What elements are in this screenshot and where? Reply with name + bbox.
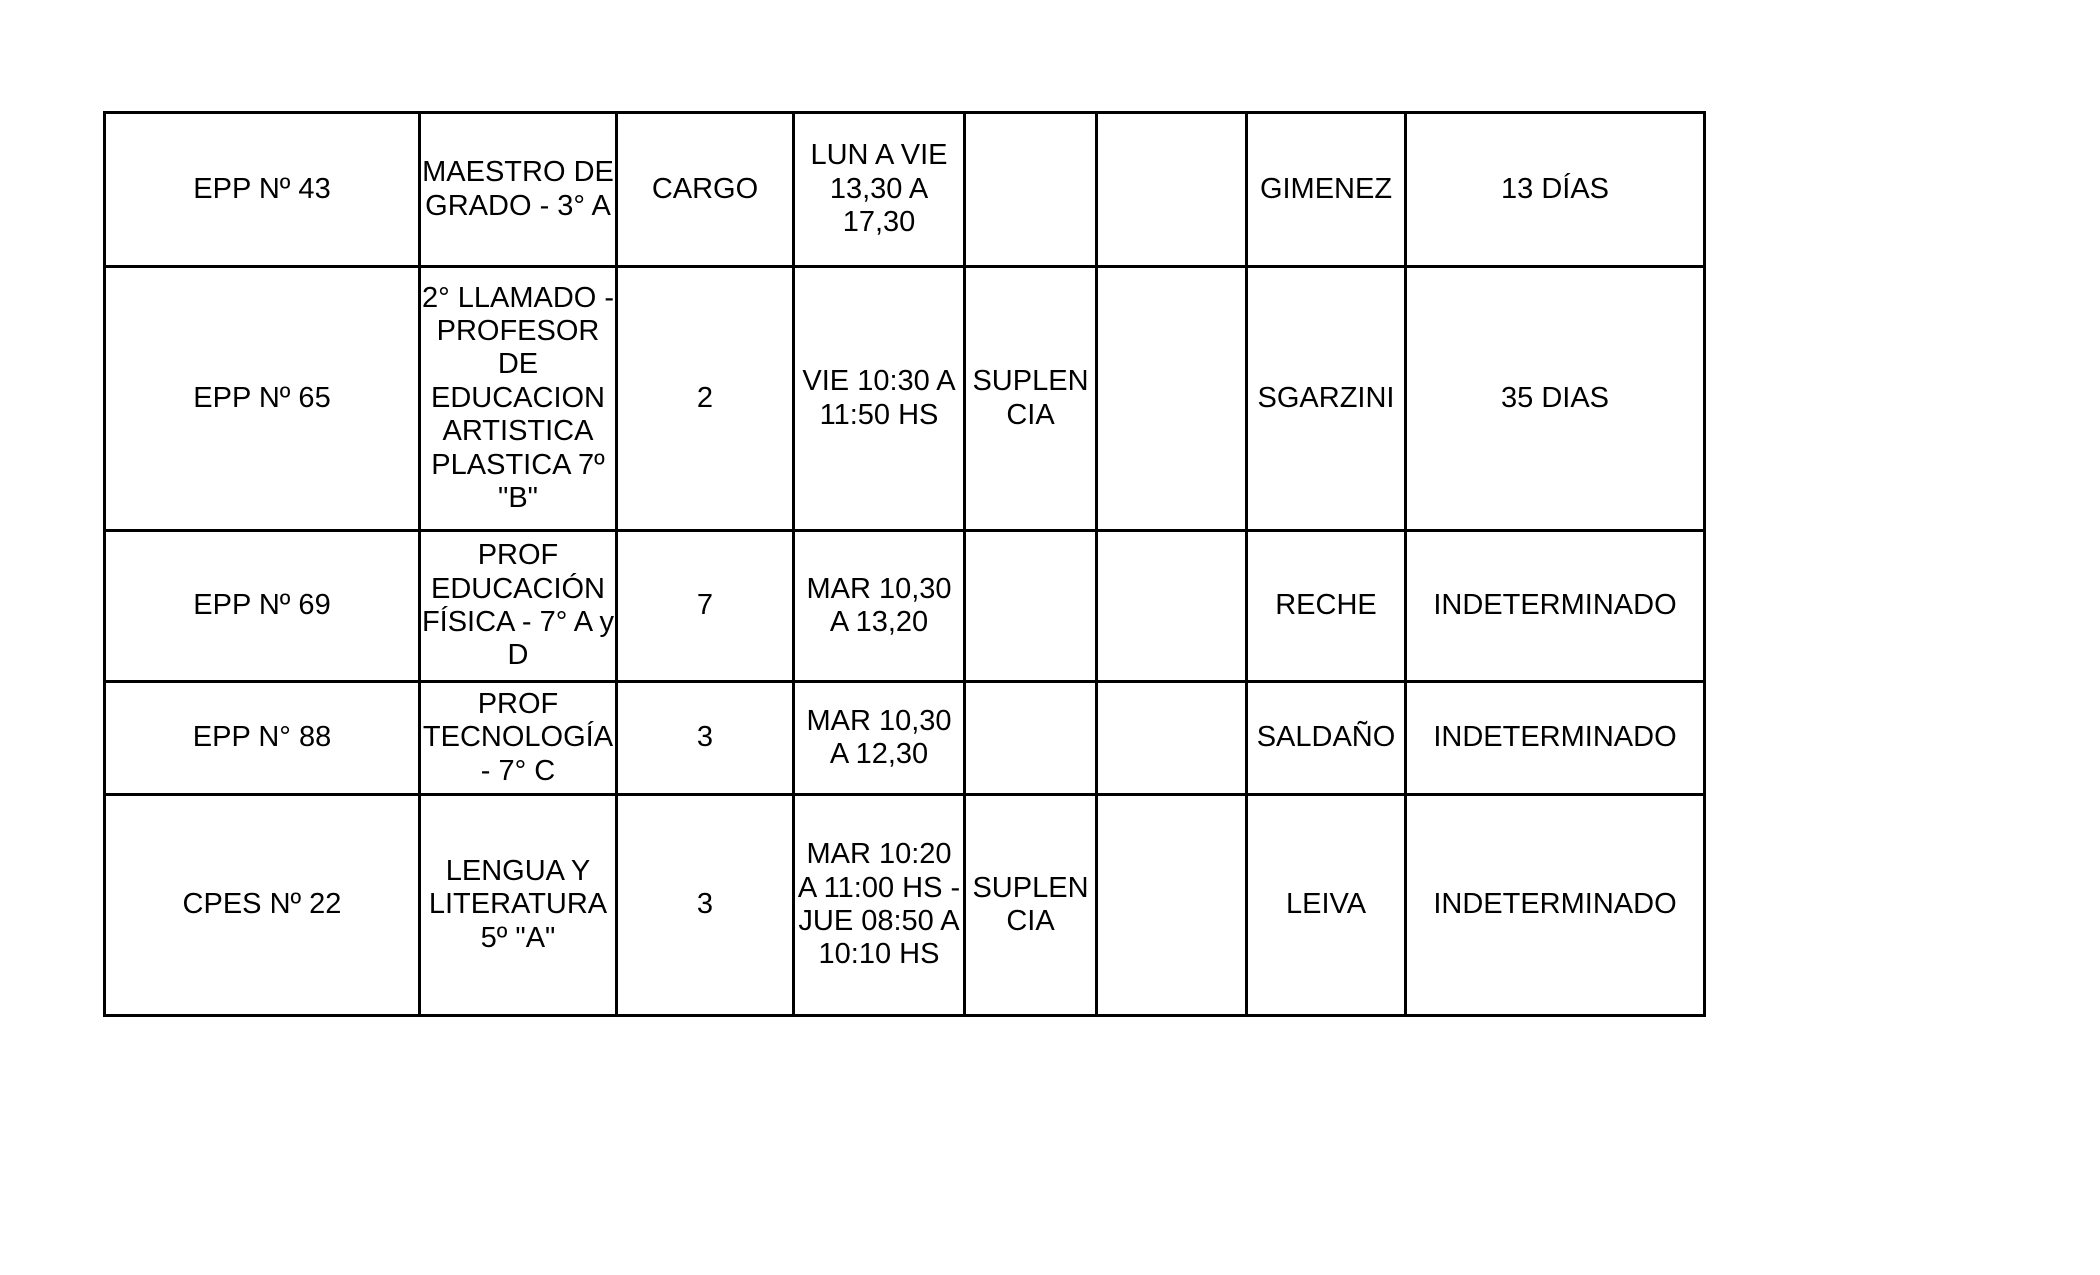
cell-modality	[965, 682, 1097, 795]
cell-establishment: EPP Nº 43	[105, 113, 420, 267]
cell-establishment: EPP N° 88	[105, 682, 420, 795]
cell-establishment: CPES Nº 22	[105, 795, 420, 1016]
table-row	[105, 682, 1705, 795]
cell-duration: INDETERMINADO	[1406, 795, 1705, 1016]
cell-establishment: EPP Nº 65	[105, 267, 420, 531]
assignments-table	[103, 111, 1706, 1017]
cell-quantity: 3	[617, 682, 794, 795]
cell-modality	[965, 531, 1097, 682]
cell-modality	[965, 113, 1097, 267]
cell-quantity: 2	[617, 267, 794, 531]
cell-surname: GIMENEZ	[1247, 113, 1406, 267]
cell-schedule: MAR 10:20 A 11:00 HS - JUE 08:50 A 10:10 HS	[794, 795, 965, 1016]
table-row	[105, 795, 1705, 1016]
cell-surname: SGARZINI	[1247, 267, 1406, 531]
cell-position: PROF TECNOLOGÍA - 7° C	[420, 682, 617, 795]
cell-quantity: 3	[617, 795, 794, 1016]
cell-empty	[1097, 531, 1247, 682]
cell-modality: SUPLENCIA	[965, 267, 1097, 531]
cell-empty	[1097, 113, 1247, 267]
cell-schedule: MAR 10,30 A 13,20	[794, 531, 965, 682]
cell-duration: 35 DIAS	[1406, 267, 1705, 531]
cell-schedule: MAR 10,30 A 12,30	[794, 682, 965, 795]
cell-position: MAESTRO DE GRADO - 3° A	[420, 113, 617, 267]
cell-quantity: CARGO	[617, 113, 794, 267]
cell-schedule: VIE 10:30 A 11:50 HS	[794, 267, 965, 531]
cell-position: LENGUA Y LITERATURA 5º "A"	[420, 795, 617, 1016]
cell-position: 2° LLAMADO - PROFESOR DE EDUCACION ARTISTICA PLASTICA 7º "B"	[420, 267, 617, 531]
table-row	[105, 113, 1705, 267]
cell-empty	[1097, 795, 1247, 1016]
table-row	[105, 267, 1705, 531]
cell-quantity: 7	[617, 531, 794, 682]
cell-surname: SALDAÑO	[1247, 682, 1406, 795]
cell-schedule: LUN A VIE 13,30 A 17,30	[794, 113, 965, 267]
table-row	[105, 531, 1705, 682]
cell-surname: RECHE	[1247, 531, 1406, 682]
cell-duration: INDETERMINADO	[1406, 531, 1705, 682]
cell-duration: INDETERMINADO	[1406, 682, 1705, 795]
cell-position: PROF EDUCACIÓN FÍSICA - 7° A y D	[420, 531, 617, 682]
cell-modality: SUPLENCIA	[965, 795, 1097, 1016]
cell-empty	[1097, 682, 1247, 795]
cell-surname: LEIVA	[1247, 795, 1406, 1016]
cell-empty	[1097, 267, 1247, 531]
cell-establishment: EPP Nº 69	[105, 531, 420, 682]
cell-duration: 13 DÍAS	[1406, 113, 1705, 267]
